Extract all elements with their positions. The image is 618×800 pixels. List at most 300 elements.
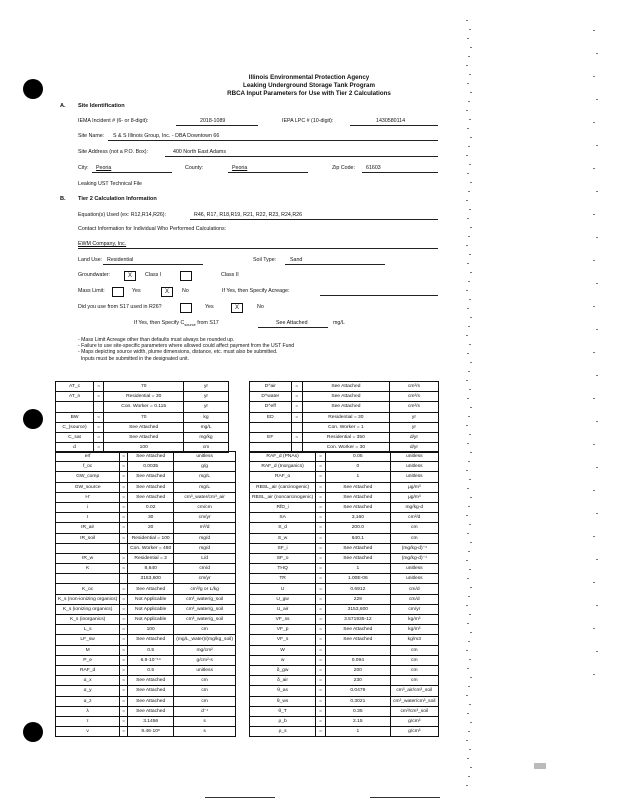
parameter-value[interactable]: 1 bbox=[326, 564, 391, 574]
parameter-symbol: IR_w bbox=[56, 553, 120, 563]
equals-sign bbox=[291, 422, 302, 432]
parameter-row bbox=[250, 392, 439, 402]
parameter-value[interactable]: 30 bbox=[128, 513, 174, 523]
parameter-symbol: H' bbox=[56, 492, 120, 502]
parameter-symbol: λ bbox=[56, 706, 120, 716]
parameter-unit: cm³_water/g_soil bbox=[174, 604, 236, 614]
parameter-value[interactable]: 0.05 bbox=[326, 452, 391, 462]
soil-type-underline bbox=[285, 264, 385, 265]
scan-edge-tick bbox=[593, 582, 595, 583]
parameter-value[interactable]: See Attached bbox=[128, 472, 174, 482]
scan-edge-tick bbox=[469, 254, 471, 255]
parameter-symbol: τ bbox=[56, 716, 120, 726]
parameter-symbol: U_air bbox=[250, 604, 316, 614]
parameter-value[interactable]: Not Applicable bbox=[128, 604, 174, 614]
parameter-symbol: D^eff bbox=[250, 402, 292, 412]
parameter-unit: cm bbox=[184, 443, 229, 453]
parameter-unit: mg/kg bbox=[184, 432, 229, 442]
parameter-unit: L/d bbox=[174, 553, 236, 563]
equals-sign: = bbox=[120, 492, 128, 502]
parameter-value[interactable]: 3.571935-12 bbox=[326, 615, 391, 625]
parameter-value[interactable]: 70 bbox=[104, 382, 184, 392]
parameter-value[interactable]: 230 bbox=[326, 676, 391, 686]
parameter-value[interactable]: 200.0 bbox=[326, 523, 391, 533]
equals-sign: = bbox=[291, 382, 302, 392]
scan-edge-tick bbox=[469, 569, 471, 570]
parameter-row bbox=[250, 533, 439, 543]
parameter-row bbox=[250, 686, 439, 696]
equals-sign: = bbox=[316, 523, 326, 533]
scan-edge-tick bbox=[466, 785, 468, 786]
equals-sign: = bbox=[120, 676, 128, 686]
parameter-unit: cm³/cm³_soil bbox=[390, 706, 438, 716]
parameter-unit: yr bbox=[184, 402, 229, 412]
scan-edge-tick bbox=[470, 317, 472, 318]
equals-sign: = bbox=[291, 432, 302, 442]
scan-edge-tick bbox=[466, 515, 468, 516]
parameter-row bbox=[250, 502, 439, 512]
scan-edge-tick bbox=[468, 371, 470, 372]
parameter-unit: cm/d bbox=[174, 564, 236, 574]
parameter-value[interactable]: 8,640 bbox=[128, 564, 174, 574]
parameter-symbol: K bbox=[56, 564, 120, 574]
parameter-unit: cm²/s bbox=[389, 392, 438, 402]
parameter-value[interactable]: Con. Worker = 1 bbox=[302, 422, 389, 432]
parameter-unit: cm bbox=[174, 676, 236, 686]
parameter-value[interactable]: Residential = 30 bbox=[302, 412, 389, 422]
scan-edge-tick bbox=[469, 434, 471, 435]
parameter-unit: cm bbox=[390, 523, 438, 533]
parameter-row bbox=[250, 412, 439, 422]
parameter-unit: μg/m³ bbox=[390, 482, 438, 492]
parameter-value[interactable]: 0.6912 bbox=[326, 584, 391, 594]
parameter-symbol: U bbox=[250, 584, 316, 594]
parameter-value[interactable]: See Attached bbox=[326, 502, 391, 512]
scan-edge-tick bbox=[593, 30, 595, 31]
parameter-symbol: θ_ws bbox=[250, 696, 316, 706]
note-line: - Failure to use site-specific parameters where allowed could affect payment from the UST Fund bbox=[78, 343, 295, 350]
parameter-value[interactable]: 0.02 bbox=[128, 502, 174, 512]
parameter-unit: cm bbox=[390, 665, 438, 675]
parameter-value[interactable]: 100 bbox=[128, 625, 174, 635]
lpc-underline bbox=[350, 125, 438, 126]
equals-sign: = bbox=[120, 523, 128, 533]
acreage-underline[interactable] bbox=[320, 295, 438, 296]
parameter-row bbox=[250, 594, 439, 604]
scan-edge-tick bbox=[466, 200, 468, 201]
section-b-title: Tier 2 Calculation Information bbox=[78, 196, 157, 202]
parameter-row bbox=[250, 625, 439, 635]
parameter-row bbox=[250, 402, 439, 412]
site-name-field[interactable]: S & S Illinois Group, Inc. - DBA Downtown 66 bbox=[113, 133, 220, 139]
scan-edge-tick bbox=[467, 713, 469, 714]
section-b-letter: B. bbox=[60, 196, 66, 202]
parameter-value[interactable]: 6.9·10⁻¹⁴ bbox=[128, 655, 174, 665]
parameter-symbol: S_d bbox=[250, 523, 316, 533]
scan-edge-tick bbox=[466, 560, 468, 561]
parameter-row bbox=[250, 462, 439, 472]
mass-limit-yes-label: Yes bbox=[132, 288, 141, 294]
parameter-row bbox=[250, 422, 439, 432]
parameter-row bbox=[250, 676, 439, 686]
parameter-value[interactable]: See Attached bbox=[128, 452, 174, 462]
scan-edge-tick bbox=[467, 758, 469, 759]
parameter-value[interactable]: See Attached bbox=[326, 553, 391, 563]
parameter-symbol: VF_ss bbox=[250, 615, 316, 625]
scan-edge-tick bbox=[596, 237, 598, 238]
zip-underline bbox=[362, 172, 438, 173]
parameter-value[interactable] bbox=[326, 645, 391, 655]
parameter-value[interactable]: 0.0479 bbox=[326, 686, 391, 696]
parameter-row bbox=[56, 676, 236, 686]
parameter-unit: cm bbox=[390, 533, 438, 543]
parameter-symbol: α_x bbox=[56, 676, 120, 686]
scan-edge-tick bbox=[470, 227, 472, 228]
parameter-value[interactable]: 1 bbox=[326, 472, 391, 482]
parameter-symbol: IR_air bbox=[56, 523, 120, 533]
scan-edge-tick bbox=[469, 74, 471, 75]
parameter-value[interactable]: See Attached bbox=[128, 686, 174, 696]
scan-edge-tick bbox=[467, 668, 469, 669]
parameter-row bbox=[250, 604, 439, 614]
parameter-unit: kg/m³ bbox=[390, 615, 438, 625]
parameter-value[interactable]: 3153,600 bbox=[128, 574, 174, 584]
parameter-unit: mg/L bbox=[184, 422, 229, 432]
parameter-value[interactable]: 2.15 bbox=[326, 716, 391, 726]
parameter-symbol: U_gw bbox=[250, 594, 316, 604]
parameter-value[interactable]: See Attached bbox=[326, 635, 391, 645]
equals-sign: = bbox=[120, 604, 128, 614]
parameter-row bbox=[250, 553, 439, 563]
parameter-value[interactable]: See Attached bbox=[326, 492, 391, 502]
scan-edge-tick bbox=[467, 623, 469, 624]
scan-edge-tick bbox=[470, 497, 472, 498]
equals-sign: = bbox=[316, 472, 326, 482]
lpc-label: IEPA LPC # (10-digit): bbox=[282, 118, 334, 124]
parameter-row bbox=[250, 382, 439, 392]
scan-edge-tick bbox=[593, 490, 595, 491]
parameter-row bbox=[250, 655, 439, 665]
scan-edge-tick bbox=[467, 533, 469, 534]
scan-edge-tick bbox=[466, 155, 468, 156]
mass-limit-no-checkbox[interactable]: X bbox=[161, 287, 173, 297]
equals-sign: = bbox=[120, 472, 128, 482]
parameter-value[interactable]: Residential = 30 bbox=[104, 392, 184, 402]
parameter-value[interactable]: 1 bbox=[326, 727, 391, 737]
parameter-value[interactable]: 9.46·10⁸ bbox=[128, 727, 174, 737]
scan-edge-tick bbox=[467, 263, 469, 264]
scan-edge-tick bbox=[596, 145, 598, 146]
parameter-unit: cm/yr bbox=[174, 574, 236, 584]
equals-sign bbox=[120, 543, 128, 553]
equals-sign: = bbox=[291, 392, 302, 402]
scan-edge-tick bbox=[593, 536, 595, 537]
parameter-value[interactable]: See Attached bbox=[128, 696, 174, 706]
parameter-row bbox=[250, 472, 439, 482]
parameter-row bbox=[56, 574, 236, 584]
mass-limit-yes-checkbox[interactable] bbox=[112, 287, 124, 297]
parameter-value[interactable]: See Attached bbox=[128, 584, 174, 594]
parameter-unit: kg/m³ bbox=[390, 625, 438, 635]
parameter-unit: cm²/d bbox=[390, 513, 438, 523]
parameter-unit: kg/m3 bbox=[390, 635, 438, 645]
parameter-value[interactable]: Not Applicable bbox=[128, 615, 174, 625]
parameter-symbol: θ_T bbox=[250, 706, 316, 716]
equals-sign: = bbox=[120, 594, 128, 604]
class-2-checkbox[interactable] bbox=[180, 271, 192, 281]
parameter-row bbox=[250, 727, 439, 737]
scan-edge-tick bbox=[470, 632, 472, 633]
parameter-symbol: RAF_d bbox=[56, 665, 120, 675]
equals-sign: = bbox=[316, 462, 326, 472]
scan-edge-tick bbox=[470, 722, 472, 723]
parameter-row bbox=[56, 482, 236, 492]
parameter-value[interactable]: See Attached bbox=[326, 625, 391, 635]
parameter-unit: unitless bbox=[390, 574, 438, 584]
city-underline bbox=[92, 172, 172, 173]
parameter-value[interactable]: 0.0035 bbox=[128, 462, 174, 472]
scan-edge-tick bbox=[468, 731, 470, 732]
parameter-value[interactable]: 200 bbox=[326, 665, 391, 675]
parameter-value[interactable]: 70 bbox=[104, 412, 184, 422]
land-use-field[interactable]: Residential bbox=[107, 257, 134, 263]
parameter-value[interactable]: See Attached bbox=[302, 402, 389, 412]
r26-yes-checkbox[interactable] bbox=[180, 303, 192, 313]
parameter-value[interactable]: Con. Worker = 0.115 bbox=[104, 402, 184, 412]
scan-edge-tick bbox=[470, 272, 472, 273]
parameter-value[interactable]: 0.3021 bbox=[326, 696, 391, 706]
equals-sign: = bbox=[316, 676, 326, 686]
land-use-underline bbox=[103, 264, 203, 265]
zip-label: Zip Code: bbox=[332, 165, 355, 171]
csource-underline bbox=[258, 327, 328, 328]
parameter-value[interactable]: Residential = 350 bbox=[302, 432, 389, 442]
scan-edge-tick bbox=[466, 65, 468, 66]
parameter-unit: unitless bbox=[174, 665, 236, 675]
parameter-value[interactable]: Con. Worker = 30 bbox=[302, 443, 389, 453]
equations-field[interactable]: R46, R17, R18,R19, R21, R22, R23, R24,R26 bbox=[194, 212, 303, 218]
equals-sign: = bbox=[316, 645, 326, 655]
scan-edge-tick bbox=[468, 506, 470, 507]
equals-sign: = bbox=[316, 727, 326, 737]
city-field[interactable]: Peoria bbox=[96, 165, 112, 171]
parameter-symbol: C_(source) bbox=[56, 422, 94, 432]
parameter-unit: μg/m³ bbox=[390, 492, 438, 502]
parameter-value[interactable]: See Attached bbox=[302, 382, 389, 392]
parameter-value[interactable]: Residential = 100 bbox=[128, 533, 174, 543]
parameter-symbol bbox=[56, 574, 120, 584]
mass-limit-label: Mass Limit: bbox=[78, 288, 105, 294]
scan-edge-tick bbox=[468, 146, 470, 147]
equals-sign: = bbox=[94, 432, 104, 442]
parameter-row bbox=[56, 472, 236, 482]
scan-edge-tick bbox=[593, 352, 595, 353]
contact-underline bbox=[78, 248, 438, 249]
soil-type-field[interactable]: Sand bbox=[290, 257, 303, 263]
equals-sign: = bbox=[316, 696, 326, 706]
scan-edge-tick bbox=[593, 76, 595, 77]
incident-underline bbox=[176, 125, 258, 126]
section-a-letter: A. bbox=[60, 103, 66, 109]
parameter-row bbox=[56, 727, 236, 737]
scan-edge-tick bbox=[468, 101, 470, 102]
parameter-value[interactable]: See Attached bbox=[128, 706, 174, 716]
equals-sign: = bbox=[316, 655, 326, 665]
scan-edge-tick bbox=[469, 479, 471, 480]
parameter-symbol: VF_s bbox=[250, 635, 316, 645]
scan-edge-tick bbox=[596, 513, 598, 514]
parameter-value[interactable]: 100 bbox=[104, 443, 184, 453]
scan-edge-tick bbox=[466, 335, 468, 336]
parameter-row bbox=[56, 553, 236, 563]
equals-sign: = bbox=[316, 492, 326, 502]
parameter-value[interactable]: 0.35 bbox=[326, 706, 391, 716]
equals-sign: = bbox=[291, 412, 302, 422]
parameter-value[interactable]: See Attached bbox=[128, 492, 174, 502]
equals-sign: = bbox=[120, 553, 128, 563]
equals-sign: = bbox=[316, 665, 326, 675]
incident-field[interactable]: 2018-1089 bbox=[200, 118, 226, 124]
equations-underline bbox=[190, 219, 438, 220]
parameter-value[interactable]: 229 bbox=[326, 594, 391, 604]
groundwater-label: Groundwater: bbox=[78, 272, 111, 278]
parameter-symbol: i bbox=[56, 502, 120, 512]
parameter-value[interactable]: 0.5 bbox=[128, 645, 174, 655]
parameter-value[interactable]: 3153,600 bbox=[326, 604, 391, 614]
parameter-unit: mg/d bbox=[174, 533, 236, 543]
binder-hole-bottom bbox=[23, 722, 43, 742]
zip-field[interactable]: 61603 bbox=[366, 165, 381, 171]
parameter-row bbox=[250, 706, 439, 716]
parameter-unit: cm³_water/g_soil bbox=[174, 594, 236, 604]
lpc-field[interactable]: 1430580114 bbox=[376, 118, 406, 124]
parameter-symbol: w bbox=[250, 655, 316, 665]
parameter-row bbox=[56, 392, 229, 402]
equations-label: Equation(s) Used (ex: R12,R14,R26): bbox=[78, 212, 167, 218]
parameter-symbol: AT_c bbox=[56, 382, 94, 392]
parameter-unit: cm bbox=[390, 676, 438, 686]
scan-edge-tick bbox=[470, 137, 472, 138]
scan-edge-tick bbox=[593, 260, 595, 261]
parameter-symbol: IR_soil bbox=[56, 533, 120, 543]
parameter-value[interactable]: 0 bbox=[326, 462, 391, 472]
equals-sign: = bbox=[316, 553, 326, 563]
scan-edge-tick bbox=[596, 467, 598, 468]
equals-sign: = bbox=[120, 665, 128, 675]
equals-sign: = bbox=[94, 443, 104, 453]
scan-edge-tick bbox=[593, 398, 595, 399]
parameter-value[interactable]: 3,160 bbox=[326, 513, 391, 523]
equals-sign: = bbox=[120, 727, 128, 737]
note-line: - Mass Limit Acreage other than defaults must always be rounded up. bbox=[78, 337, 235, 343]
csource-field[interactable]: See Attached bbox=[276, 320, 308, 326]
parameter-unit: cm²/s bbox=[389, 402, 438, 412]
equals-sign: = bbox=[316, 604, 326, 614]
parameter-value[interactable]: See Attached bbox=[128, 676, 174, 686]
parameter-symbol: RBSL_air (carcinogenic) bbox=[250, 482, 316, 492]
scan-edge-tick bbox=[467, 443, 469, 444]
parameter-value[interactable]: See Attached bbox=[326, 482, 391, 492]
parameter-row bbox=[56, 402, 229, 412]
parameter-row bbox=[56, 462, 236, 472]
parameter-value[interactable]: See Attached bbox=[104, 432, 184, 442]
parameter-table-right-1 bbox=[249, 381, 439, 453]
parameter-value[interactable]: 3.1456 bbox=[128, 716, 174, 726]
parameter-row bbox=[56, 625, 236, 635]
parameter-symbol: D^air bbox=[250, 382, 292, 392]
parameter-symbol: M bbox=[56, 645, 120, 655]
parameter-unit: cm³_water/cm³_air bbox=[174, 492, 236, 502]
scan-edge-tick bbox=[596, 375, 598, 376]
parameter-unit: yr bbox=[389, 412, 438, 422]
parameter-unit: unitless bbox=[390, 472, 438, 482]
parameter-unit: (mg/kg-d)⁻¹ bbox=[390, 553, 438, 563]
county-field[interactable]: Peoria bbox=[232, 165, 248, 171]
equals-sign: = bbox=[316, 533, 326, 543]
parameter-symbol: f_oc bbox=[56, 462, 120, 472]
equals-sign: = bbox=[316, 584, 326, 594]
land-use-label: Land Use: bbox=[78, 257, 103, 263]
parameter-value[interactable]: 0.5 bbox=[128, 665, 174, 675]
equals-sign: = bbox=[94, 422, 104, 432]
parameter-value[interactable]: See Attached bbox=[104, 422, 184, 432]
parameter-symbol: BW bbox=[56, 412, 94, 422]
parameter-value[interactable]: See Attached bbox=[302, 392, 389, 402]
scan-edge-tick bbox=[466, 605, 468, 606]
scan-edge-tick bbox=[466, 425, 468, 426]
scan-edge-tick bbox=[470, 452, 472, 453]
parameter-value[interactable]: Not Applicable bbox=[128, 594, 174, 604]
parameter-unit: cm²/s bbox=[389, 382, 438, 392]
parameter-unit: s bbox=[174, 727, 236, 737]
parameter-unit: d/yr bbox=[389, 443, 438, 453]
parameter-row bbox=[56, 422, 229, 432]
r26-no-checkbox[interactable]: X bbox=[231, 303, 243, 313]
parameter-value[interactable]: 0.094 bbox=[326, 655, 391, 665]
scan-edge-tick bbox=[469, 299, 471, 300]
parameter-value[interactable]: See Attached bbox=[128, 482, 174, 492]
parameter-symbol: ν bbox=[56, 727, 120, 737]
class-1-checkbox[interactable]: X bbox=[124, 271, 136, 281]
scan-edge-tick bbox=[466, 650, 468, 651]
parameter-symbol: K_s (ionizing organics) bbox=[56, 604, 120, 614]
scan-edge-tick bbox=[466, 695, 468, 696]
equals-sign: = bbox=[94, 382, 104, 392]
parameter-value[interactable]: See Attached bbox=[128, 635, 174, 645]
parameter-unit: cm/d bbox=[390, 584, 438, 594]
parameter-value[interactable]: Residential = 2 bbox=[128, 553, 174, 563]
parameter-row bbox=[56, 513, 236, 523]
scan-edge-tick bbox=[470, 677, 472, 678]
parameter-unit: d/yr bbox=[389, 432, 438, 442]
scan-edge-tick bbox=[469, 344, 471, 345]
parameter-symbol: ρ_s bbox=[250, 727, 316, 737]
parameter-value[interactable]: 1.00E-06 bbox=[326, 574, 391, 584]
scan-edge-tick bbox=[468, 551, 470, 552]
parameter-value[interactable]: See Attached bbox=[326, 543, 391, 553]
parameter-value[interactable]: Con. Worker = 480 bbox=[128, 543, 174, 553]
scan-edge-tick bbox=[467, 83, 469, 84]
contact-field[interactable]: EWM Company, Inc. bbox=[78, 241, 127, 247]
scan-edge-tick bbox=[470, 587, 472, 588]
site-name-label: Site Name: bbox=[78, 133, 105, 139]
parameter-unit: mg/cm² bbox=[174, 645, 236, 655]
parameter-value[interactable]: 640.1 bbox=[326, 533, 391, 543]
parameter-unit: cm bbox=[390, 655, 438, 665]
parameter-unit: g/cm³ bbox=[390, 716, 438, 726]
address-field[interactable]: 400 North East Adams bbox=[173, 149, 226, 155]
parameter-value[interactable]: 20 bbox=[128, 523, 174, 533]
